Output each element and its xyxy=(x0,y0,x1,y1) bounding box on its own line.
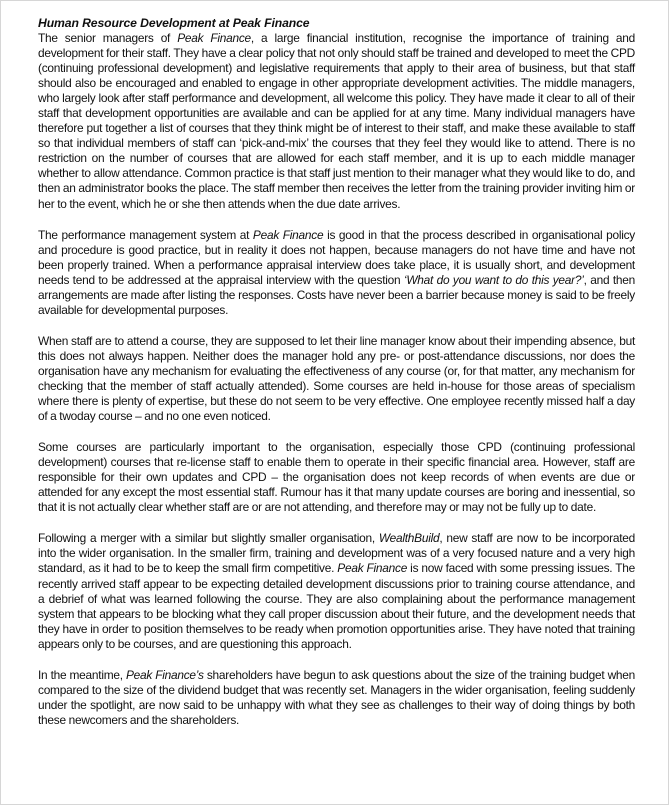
paragraph-6-text-a: In the meantime, xyxy=(38,667,126,682)
paragraph-2 xyxy=(38,228,635,318)
company-name-possessive: Peak Finance’s xyxy=(125,667,204,682)
paragraph-5-text-e: is now faced with some pressing issues. The recently arrived staff appear to be expecting detailed development discussions prior to training course attendance, and a debrief of what was learned following the course. They are also complaining about the performance management system that appears to be blocking what they call proper discussion about their future, and the development needs that they have in order to position themselves to be ready when promotion opportunities arise. They have noted that training appears only to be courses, and are questioning this approach. xyxy=(38,561,635,651)
paragraph-5-text-c: , new staff are now to be incorporated into the wider organisation. In the smaller firm, training and development was of a very focused nature and a very high standard, as it had to be to keep the small firm competitive. xyxy=(38,531,636,576)
company-name: Peak Finance xyxy=(252,227,324,242)
paragraph-5-text-a: Following a merger with a similar but slightly smaller organisation, xyxy=(38,531,379,546)
paragraph-6 xyxy=(38,668,635,728)
paragraph-1-text-c: , a large financial institution, recognise the importance of training and development for their staff. They have a clear policy that not only should staff be trained and developed to meet the CPD (continuing professional development) and legislative requirements that apply to their area of business, but that staff should also be encouraged and enabled to engage in other appropriate development activities. The middle managers, who largely look after staff performance and development, all welcome this policy. They have made it clear to all of their staff that development opportunities are available and can be applied for at any time. Many individual managers have therefore put together a list of courses that they think might be of interest to their staff, and make these available to staff so that individual members of staff can ‘pick-and-mix’ the courses that they feel they would like to attend. There is no restriction on the number of courses that are allowed for each staff member, and it is up to each middle manager whether to allow attendance. Common practice is that staff just mention to their manager what they would like to do, and then an administrator books the place. The staff member then receives the letter from the training provider inviting him or her to the event, which he or she then attends when the due date arrives. xyxy=(38,31,636,211)
paragraph-2-text-e: , and then arrangements are made after listing the responses. Costs have never been a barrier because money is said to be freely available for developmental purposes. xyxy=(38,272,636,317)
company-name: Peak Finance xyxy=(337,561,408,576)
document-title: Human Resource Development at Peak Finance xyxy=(38,16,310,30)
paragraph-5 xyxy=(38,531,635,651)
document-content xyxy=(38,16,635,744)
paragraph-6-text-c: shareholders have begun to ask questions about the size of the training budget when compared to the size of the dividend budget that was recently set. Managers in the wider organisation, feeling suddenly under the spotlight, are now said to be unhappy with what they see as challenges to their way of doing things by both these newcomers and the shareholders. xyxy=(38,667,636,727)
paragraph-2-text-c: is good in that the process described in organisational policy and procedure is good practice, but in reality it does not happen, because managers do not have time and have not been properly trained. When a performance appraisal interview does take place, it is usually short, and development needs tend to be addressed at the appraisal interview with the question xyxy=(38,227,635,287)
paragraph-3: When staff are to attend a course, they are supposed to let their line manager know about their impending absence, but this does not always happen. Neither does the manager hold any pre- or post-attendance discussions, nor does the organisation have any mechanism for evaluating the effectiveness of any course (or, for that matter, any mechanism for checking that the member of staff actually attended). Some courses are held in-house for those areas of specialism where there is plenty of expertise, but these do not seem to be very effective. One employee recently missed half a day of a twoday course – and no one even noticed. xyxy=(38,333,635,424)
paragraph-1-text-a: The senior managers of xyxy=(38,31,178,45)
paragraph-2-text-a: The performance management system at xyxy=(38,227,253,242)
paragraph-4: Some courses are particularly important to the organisation, especially those CPD (continuing professional development) courses that re-license staff to enable them to operate in their specific financial area. However, staff are responsible for their own updates and CPD – the organisation does not keep records of when events are due or attended for any except the most essential staff. Rumour has it that many update courses are boring and inessential, so that it is not actually clear whether staff are or are not attending, and therefore may or may not be fully up to date. xyxy=(38,440,635,515)
merger-company-name: WealthBuild xyxy=(378,531,440,546)
paragraph-1 xyxy=(38,31,635,212)
appraisal-question: ‘What do you want to do this year?’ xyxy=(403,272,584,287)
company-name: Peak Finance xyxy=(177,31,251,45)
